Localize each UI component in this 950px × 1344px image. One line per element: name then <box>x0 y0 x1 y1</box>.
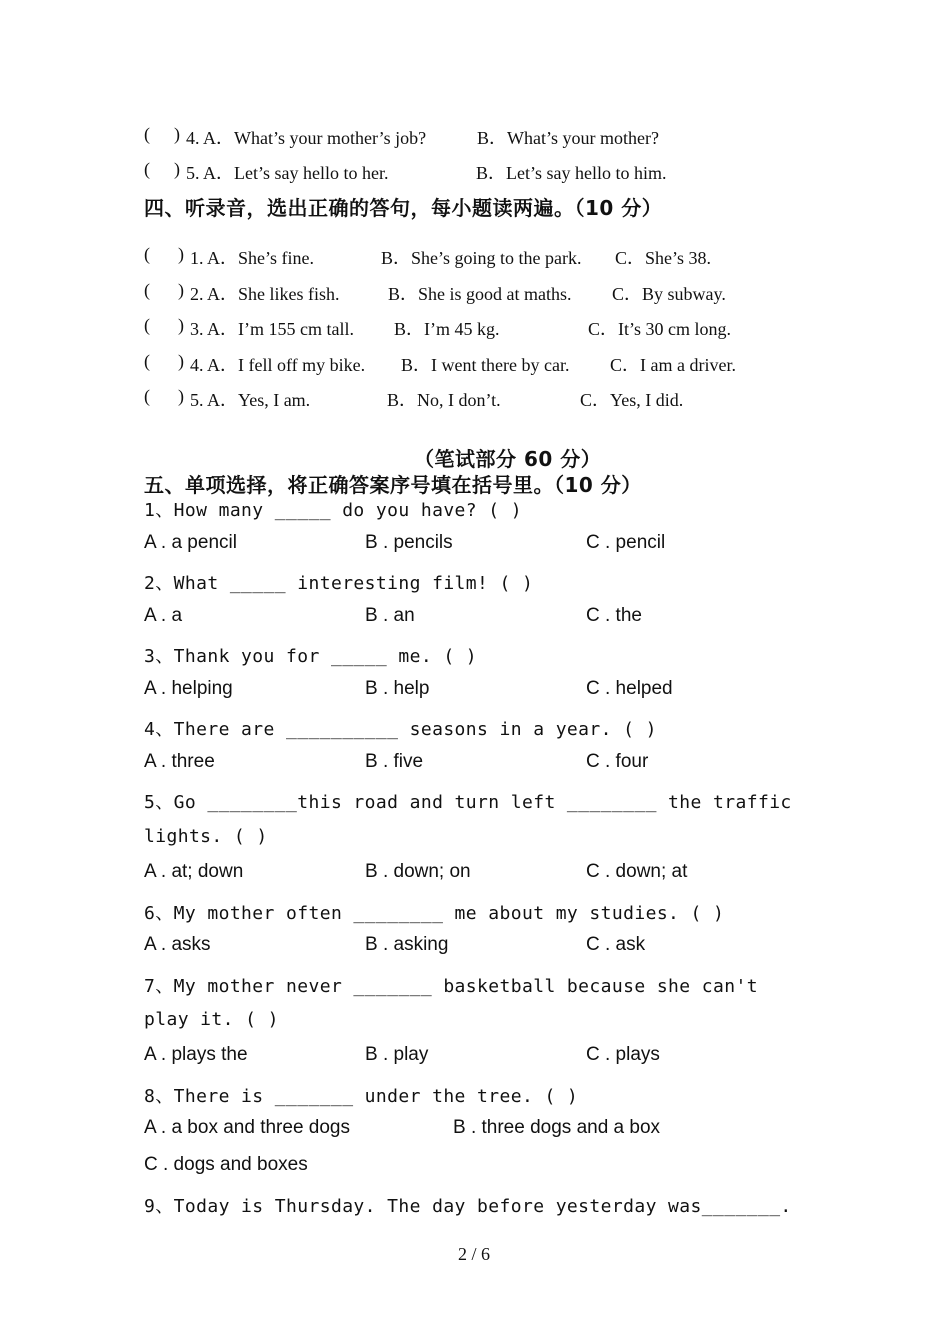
question-text-continued: play it. ( ) <box>144 1009 279 1030</box>
option-c: C . helped <box>586 678 673 699</box>
option-c: C . dogs and boxes <box>144 1154 308 1175</box>
option-b: B . help <box>365 678 430 699</box>
option-b: B．She’s going to the park. <box>381 248 582 268</box>
option-a: A . a box and three dogs <box>144 1117 350 1138</box>
written-part-title: （笔试部分 60 分） <box>414 447 602 471</box>
option-b: B．I went there by car. <box>401 355 570 375</box>
option-b: B．No, I don’t. <box>387 390 501 410</box>
option-c: C．By subway. <box>612 284 726 304</box>
answer-bracket-close: ) <box>178 244 184 264</box>
option-a: 4. A．I fell off my bike. <box>190 355 366 375</box>
option-b: B . down; on <box>365 861 471 882</box>
answer-bracket[interactable]: ( <box>144 315 150 335</box>
answer-bracket[interactable]: ( <box>144 124 150 144</box>
option-a: 2. A．She likes fish. <box>190 284 340 304</box>
option-a: A . helping <box>144 678 233 699</box>
option-c: C . plays <box>586 1044 660 1065</box>
answer-bracket-close: ) <box>178 351 184 371</box>
question-text: 5、Go ________this road and turn left ________ the traffic <box>144 792 792 813</box>
option-b: B．She is good at maths. <box>388 284 572 304</box>
option-c: C．She’s 38. <box>615 248 712 268</box>
answer-bracket[interactable]: ( <box>144 386 150 406</box>
option-a: A . at; down <box>144 861 244 882</box>
option-c: C . down; at <box>586 861 688 882</box>
answer-bracket-close: ) <box>178 280 184 300</box>
section5-heading: 五、单项选择，将正确答案序号填在括号里。（10 分） <box>144 473 642 497</box>
question-text: 6、My mother often ________ me about my studies. ( ) <box>144 903 725 924</box>
question-text: 1、How many _____ do you have? ( ) <box>144 500 522 521</box>
answer-bracket-close: ) <box>174 124 180 144</box>
option-c: C．I am a driver. <box>610 355 736 375</box>
option-b: B . five <box>365 751 424 772</box>
answer-bracket-close: ) <box>174 159 180 179</box>
section4-heading: 四、听录音，选出正确的答句，每小题读两遍。（10 分） <box>144 196 663 220</box>
option-b: B . pencils <box>365 532 453 553</box>
option-b: B . an <box>365 605 415 626</box>
question-text: 9、Today is Thursday. The day before yesterday was_______. <box>144 1196 792 1217</box>
option-b: B . play <box>365 1044 429 1065</box>
option-a: 4. A．What’s your mother’s job? <box>186 128 427 148</box>
option-c: C . ask <box>586 934 646 955</box>
option-a: 5. A．Yes, I am. <box>190 390 311 410</box>
option-b: B . asking <box>365 934 449 955</box>
answer-bracket-close: ) <box>178 386 184 406</box>
option-a: 1. A．She’s fine. <box>190 248 314 268</box>
option-c: C．It’s 30 cm long. <box>588 319 731 339</box>
option-a: A . asks <box>144 934 211 955</box>
option-b: B．What’s your mother? <box>477 128 659 148</box>
question-text: 3、Thank you for _____ me. ( ) <box>144 646 478 667</box>
question-text: 7、My mother never _______ basketball because she can't <box>144 976 758 997</box>
option-a: A . a <box>144 605 183 626</box>
option-a: 5. A．Let’s say hello to her. <box>186 163 389 183</box>
option-a: A . a pencil <box>144 532 237 553</box>
option-c: C . four <box>586 751 649 772</box>
option-a: A . plays the <box>144 1044 248 1065</box>
option-a: 3. A．I’m 155 cm tall. <box>190 319 354 339</box>
option-c: C．Yes, I did. <box>580 390 684 410</box>
question-text: 8、There is _______ under the tree. ( ) <box>144 1086 579 1107</box>
answer-bracket[interactable]: ( <box>144 159 150 179</box>
answer-bracket[interactable]: ( <box>144 244 150 264</box>
question-text: 4、There are __________ seasons in a year. ( ) <box>144 719 657 740</box>
answer-bracket[interactable]: ( <box>144 280 150 300</box>
answer-bracket[interactable]: ( <box>144 351 150 371</box>
question-text: 2、What _____ interesting film! ( ) <box>144 573 534 594</box>
option-b: B . three dogs and a box <box>453 1117 661 1138</box>
answer-bracket-close: ) <box>178 315 184 335</box>
question-text-continued: lights. ( ) <box>144 826 268 847</box>
page-number: 2 / 6 <box>458 1244 491 1264</box>
option-b: B．Let’s say hello to him. <box>476 163 667 183</box>
option-b: B．I’m 45 kg. <box>394 319 500 339</box>
option-c: C . the <box>586 605 642 626</box>
option-a: A . three <box>144 751 215 772</box>
option-c: C . pencil <box>586 532 666 553</box>
